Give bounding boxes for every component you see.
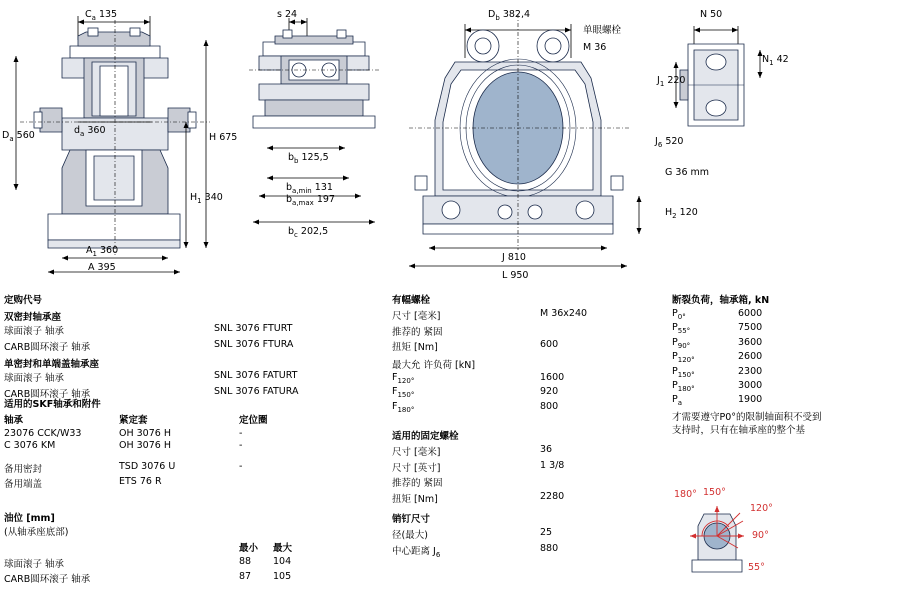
fb-r0-label: 尺寸 [毫米] xyxy=(392,447,441,458)
dim-A-sym: A xyxy=(88,262,95,273)
dim-J1-val: 220 xyxy=(667,75,686,86)
table-row xyxy=(392,324,632,340)
table-row xyxy=(392,308,632,324)
table-row xyxy=(392,386,632,400)
dim-J6-sym: J xyxy=(655,136,658,147)
dim-H-val: 675 xyxy=(219,132,238,143)
eyebolt-note-title: 单眼螺栓 xyxy=(583,25,622,36)
dim-A xyxy=(88,262,116,273)
dim-bc-sym: b xyxy=(288,226,295,237)
fr-5-sub: 180° xyxy=(677,384,695,393)
ab-load-2-sub: 180° xyxy=(397,405,415,414)
dim-bb-val: 125,5 xyxy=(301,152,329,163)
accessories-r2-bearing: 备用密封 xyxy=(4,463,43,475)
dim-Ca xyxy=(85,9,117,22)
accessories-r0-bearing: 23076 CCK/W33 xyxy=(4,427,82,439)
dim-G-val: 36 mm xyxy=(675,167,710,178)
ab-load-1-sub: 150° xyxy=(397,391,415,400)
section-view-drawing xyxy=(245,0,385,250)
table-header-row xyxy=(4,412,354,428)
accessories-header-0: 轴承 xyxy=(4,415,24,426)
fb-r1-value: 1 3/8 xyxy=(540,459,565,471)
ab-load-1-label xyxy=(392,386,540,400)
fr-1-val: 7500 xyxy=(738,322,763,334)
dim-N1-sub: 1 xyxy=(769,58,774,67)
fr-3-sub: 120° xyxy=(677,356,695,365)
dim-bamax xyxy=(286,194,335,207)
dim-bamin-sub: a,min xyxy=(292,186,312,195)
dim-N-sym: N xyxy=(700,9,708,20)
table-row xyxy=(4,476,354,492)
table-row xyxy=(392,372,632,386)
fb-r2-label: 推荐的 紧固 xyxy=(392,478,443,489)
dim-J6-val: 520 xyxy=(665,136,684,147)
dowel-title: 销钉尺寸 xyxy=(392,514,431,525)
dim-Da xyxy=(2,130,35,143)
table-row xyxy=(672,380,822,394)
attachment-bolts-section xyxy=(392,292,642,415)
grease-r0-min: 88 xyxy=(239,555,252,567)
accessories-r0-ring: - xyxy=(239,427,243,439)
accessories-header-1: 紧定套 xyxy=(119,415,148,426)
table-row xyxy=(392,527,632,543)
ab-r0-value: M 36x240 xyxy=(540,308,588,319)
ab-load-1-sym: F xyxy=(392,386,398,398)
dowel-r0-value: 25 xyxy=(540,527,553,538)
dim-A1-sym: A xyxy=(86,245,93,256)
dim-H2-val: 120 xyxy=(679,207,698,218)
fb-r3-label: 扭矩 [Nm] xyxy=(392,493,438,505)
dim-da-sym: d xyxy=(74,125,81,136)
dim-Da-sym: D xyxy=(2,130,10,141)
fr-2-sub: 90° xyxy=(677,341,691,350)
dim-H2-sym: H xyxy=(665,207,673,218)
fr-0-val: 6000 xyxy=(738,308,763,319)
dim-G-sym: G xyxy=(665,167,673,178)
fb-r3-value: 2280 xyxy=(540,490,565,502)
table-row xyxy=(392,355,632,373)
dim-H1-val: 340 xyxy=(204,192,223,203)
dim-Db xyxy=(488,9,530,22)
grease-r1-max: 105 xyxy=(273,571,292,582)
grease-level-section xyxy=(4,510,364,587)
dowel-section xyxy=(392,511,642,560)
angle-label-180: 180° xyxy=(674,489,697,500)
order-group-1-heading: 单密封和单端盖轴承座 xyxy=(4,359,100,370)
fr-1-sub: 55° xyxy=(677,327,691,336)
table-header-row xyxy=(4,540,354,556)
front-view-drawing xyxy=(0,0,238,280)
grease-r1-min: 87 xyxy=(239,571,252,582)
grease-subtitle: (从轴承座底部) xyxy=(4,527,69,538)
dim-bamax-sub: a,max xyxy=(292,198,314,207)
grease-header-max: 最大 xyxy=(273,543,293,554)
ab-r2-value: 600 xyxy=(540,339,559,350)
dim-Da-val: 560 xyxy=(16,130,35,141)
order-group-0-heading: 双密封轴承座 xyxy=(4,312,62,323)
grease-r0-label: 球面滚子 轴承 xyxy=(4,558,65,570)
table-row xyxy=(672,337,822,351)
table-row xyxy=(672,351,822,365)
ab-r1-label: 推荐的 紧固 xyxy=(392,326,443,338)
dim-N1 xyxy=(762,54,789,67)
grease-header-min: 最小 xyxy=(239,543,259,554)
dim-J6-sub: 6 xyxy=(657,140,663,149)
ab-load-2-sym: F xyxy=(392,400,398,412)
dowel-r1-label xyxy=(392,543,540,560)
dim-J-sym: J xyxy=(502,252,505,263)
angle-label-55: 55° xyxy=(748,562,765,573)
table-row xyxy=(392,444,632,460)
dim-bamin-sym: b xyxy=(286,182,293,193)
order-g1-r0-value: SNL 3076 FATURT xyxy=(214,370,298,381)
dim-Da-sub: a xyxy=(9,134,14,143)
ab-load-1-val: 920 xyxy=(540,386,559,398)
table-row xyxy=(4,339,344,355)
table-row xyxy=(392,543,632,560)
eyebolt-note-value: M 36 xyxy=(583,42,607,53)
dim-Db-val: 382,4 xyxy=(502,9,531,20)
dim-L-val: 950 xyxy=(510,270,529,281)
fb-r1-label: 尺寸 [英寸] xyxy=(392,462,441,474)
fr-2-sym: P xyxy=(672,336,678,348)
dim-s-sym: s xyxy=(277,9,282,20)
table-row xyxy=(4,556,354,572)
table-row xyxy=(392,401,632,415)
dim-H1 xyxy=(190,192,223,205)
table-row xyxy=(392,460,632,476)
table-row xyxy=(4,323,344,339)
dim-A-val: 395 xyxy=(97,262,116,273)
dim-H1-sym: H xyxy=(190,192,198,203)
accessories-header-2: 定位圈 xyxy=(239,415,268,426)
accessories-r1-ring: - xyxy=(239,440,243,451)
fr-3-val: 2600 xyxy=(738,351,763,363)
dim-A1-sub: 1 xyxy=(92,249,97,258)
fixing-bolts-section xyxy=(392,428,642,506)
fr-3-sym: P xyxy=(672,351,678,363)
fracture-load-section xyxy=(672,292,896,437)
dim-Ca-val: 135 xyxy=(98,9,118,20)
ab-load-2-label xyxy=(392,401,540,415)
table-row xyxy=(392,491,632,507)
table-row xyxy=(392,339,632,355)
accessories-section xyxy=(4,396,364,492)
angle-label-120: 120° xyxy=(750,503,773,514)
dim-N xyxy=(700,9,722,20)
ab-load-0-sub: 120° xyxy=(397,376,415,385)
order-g0-r0-value: SNL 3076 FTURT xyxy=(214,323,293,334)
dim-H1-sub: 1 xyxy=(197,196,202,205)
attachment-bolts-title: 有幅螺栓 xyxy=(392,295,431,306)
table-row xyxy=(4,440,354,453)
fr-6-sym: P xyxy=(672,394,678,406)
fb-r0-value: 36 xyxy=(540,444,553,455)
accessories-r1-bearing: C 3076 KM xyxy=(4,440,56,451)
fr-1-sym: P xyxy=(672,322,678,334)
ab-load-0-val: 1600 xyxy=(540,372,565,383)
dim-bamax-sym: b xyxy=(286,194,293,205)
table-row xyxy=(392,475,632,491)
fr-6-val: 1900 xyxy=(738,394,763,406)
dim-L xyxy=(502,270,528,281)
accessories-r3-bearing: 备用端盖 xyxy=(4,479,43,490)
order-g1-r1-label: CARB圆环滚子 轴承 xyxy=(4,388,91,400)
dowel-r1-sym: 中心距离 J xyxy=(392,545,436,557)
dim-J xyxy=(502,252,526,263)
dim-bamax-val: 197 xyxy=(316,194,335,205)
dim-J1-sym: J xyxy=(657,75,660,86)
ab-r2-label: 扭矩 [Nm] xyxy=(392,342,438,353)
dim-da-val: 360 xyxy=(87,125,106,136)
fr-6-sub: a xyxy=(677,399,683,408)
grease-r0-max: 104 xyxy=(273,555,292,567)
fr-2-val: 3600 xyxy=(738,336,763,348)
dim-H xyxy=(209,132,237,143)
dim-bb xyxy=(288,152,329,165)
order-g1-r1-value: SNL 3076 FATURA xyxy=(214,385,299,397)
dim-A1-val: 360 xyxy=(100,245,119,256)
dim-bc xyxy=(288,226,328,239)
dim-J-val: 810 xyxy=(507,252,526,263)
dim-da xyxy=(74,125,106,138)
order-designation-section xyxy=(4,292,364,401)
dim-s xyxy=(277,9,297,20)
dim-G xyxy=(665,167,709,178)
dim-N1-sym: N xyxy=(762,54,770,65)
dim-bamin-val: 131 xyxy=(314,182,333,193)
fracture-title: 断裂负荷，轴承箱, kN xyxy=(672,295,770,306)
grease-title: 油位 [mm] xyxy=(4,513,55,524)
dim-bb-sym: b xyxy=(288,152,295,163)
table-row xyxy=(672,366,822,380)
table-row xyxy=(4,453,354,477)
side-view-drawing xyxy=(395,0,663,280)
dim-J1 xyxy=(657,75,685,88)
dim-Ca-sub: a xyxy=(91,13,96,22)
ab-load-0-label xyxy=(392,372,540,386)
accessories-r3-ring xyxy=(239,476,354,492)
ab-load-2-val: 800 xyxy=(540,400,559,412)
fixing-bolts-title: 适用的固定螺栓 xyxy=(392,431,459,442)
order-g0-r0-label: 球面滚子 轴承 xyxy=(4,326,65,337)
table-row xyxy=(4,370,344,386)
dowel-r0-label: 径(最大) xyxy=(392,530,428,541)
fracture-note: 才需要遵守P0°的限制轴面积不受到支持时，只有在轴承座的整个基 xyxy=(672,411,822,436)
table-row xyxy=(672,394,822,408)
table-row xyxy=(672,322,822,336)
accessories-r2-ring: - xyxy=(239,460,243,472)
angle-label-150: 150° xyxy=(703,487,726,498)
table-row xyxy=(672,308,822,322)
dim-da-sub: a xyxy=(80,129,85,138)
dim-Ca-sym: C xyxy=(85,9,92,20)
order-g0-r1-value: SNL 3076 FTURA xyxy=(214,338,294,350)
dim-H2 xyxy=(665,207,698,220)
dim-bc-sub: c xyxy=(294,230,298,239)
ab-load-0-sym: F xyxy=(392,372,398,383)
dowel-r1-sub: 6 xyxy=(435,550,441,559)
grease-r1-label: CARB圆环滚子 轴承 xyxy=(4,574,91,585)
dim-A1 xyxy=(86,245,118,258)
dim-Db-sub: b xyxy=(495,13,500,22)
accessories-r2-sleeve: TSD 3076 U xyxy=(119,460,176,472)
fr-4-val: 2300 xyxy=(738,365,763,377)
fr-5-sym: P xyxy=(672,379,678,391)
ab-r1-value xyxy=(540,324,632,340)
ab-load-title: 最大允 许负荷 [kN] xyxy=(392,359,476,371)
dim-J1-sub: 1 xyxy=(659,79,665,88)
dim-N-val: 50 xyxy=(710,9,723,20)
dowel-r1-value: 880 xyxy=(540,542,559,554)
dim-bc-val: 202,5 xyxy=(300,226,329,237)
table-row xyxy=(4,571,354,587)
angle-label-90: 90° xyxy=(752,530,769,541)
ab-r0-label: 尺寸 [毫米] xyxy=(392,311,441,322)
fb-r2-value xyxy=(540,475,632,491)
accessories-r1-sleeve: OH 3076 H xyxy=(119,440,171,451)
accessories-title: 适用的SKF轴承和附件 xyxy=(4,399,101,410)
end-view-drawing xyxy=(672,14,792,184)
accessories-r3-sleeve: ETS 76 R xyxy=(119,476,162,487)
accessories-r0-sleeve: OH 3076 H xyxy=(119,427,171,439)
dim-bamin xyxy=(286,182,333,195)
dim-s-val: 24 xyxy=(284,9,298,20)
table-row xyxy=(4,428,354,441)
dim-H-sym: H xyxy=(209,132,217,143)
dim-bb-sub: b xyxy=(294,156,299,165)
fr-4-sub: 150° xyxy=(677,370,695,379)
dim-L-sym: L xyxy=(502,270,508,281)
dim-N1-val: 42 xyxy=(776,54,789,65)
dim-H2-sub: 2 xyxy=(672,211,677,220)
dim-J6 xyxy=(655,136,683,149)
dim-Db-sym: D xyxy=(488,9,496,20)
fr-4-sym: P xyxy=(672,365,678,377)
order-title: 定购代号 xyxy=(4,295,43,306)
order-g1-r0-label: 球面滚子 轴承 xyxy=(4,373,65,384)
fr-5-val: 3000 xyxy=(738,379,763,391)
fr-0-sub: 0° xyxy=(677,312,686,321)
fr-0-sym: P xyxy=(672,308,678,319)
order-g0-r1-label: CARB圆环滚子 轴承 xyxy=(4,341,91,353)
